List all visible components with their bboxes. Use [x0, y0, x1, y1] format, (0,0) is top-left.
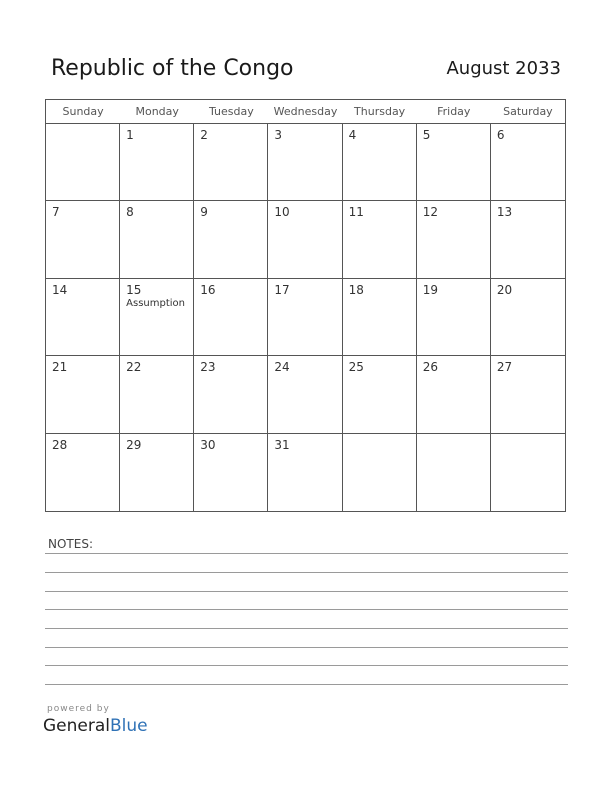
note-line [45, 591, 568, 592]
day-cell [343, 201, 417, 278]
brand-part-blue: Blue [110, 716, 148, 736]
day-cell [194, 356, 268, 433]
brand-part-general: General [43, 716, 110, 736]
day-number: 5 [422, 128, 431, 142]
day-cell [268, 201, 342, 278]
day-number: 31 [274, 437, 290, 452]
day-number: 3 [274, 128, 283, 142]
day-cell [343, 124, 417, 201]
note-line [45, 609, 568, 610]
day-cell [491, 356, 565, 433]
day-cell [343, 356, 417, 433]
day-cell [417, 124, 491, 201]
day-number: 14 [52, 282, 68, 297]
day-number: 22 [126, 360, 142, 375]
day-number: 26 [422, 360, 438, 375]
day-number: 11 [348, 205, 364, 220]
day-cell [417, 434, 491, 511]
day-cell [268, 434, 342, 511]
day-cell [120, 356, 194, 433]
day-number: 19 [422, 282, 438, 297]
day-cell [491, 124, 565, 201]
day-cell [268, 356, 342, 433]
note-line [45, 572, 568, 573]
day-cell [491, 201, 565, 278]
day-cell [417, 279, 491, 356]
day-number: 6 [496, 128, 505, 142]
day-cell [46, 356, 120, 433]
day-number: 30 [200, 437, 216, 452]
day-cell [120, 201, 194, 278]
note-line [45, 553, 568, 554]
note-line [45, 647, 568, 648]
calendar-grid [45, 99, 566, 512]
day-cell [268, 124, 342, 201]
calendar-month-title: August 2033 [446, 58, 561, 79]
day-cell [343, 279, 417, 356]
weekday-header-sunday: Sunday [62, 105, 104, 118]
day-number: 27 [496, 360, 513, 375]
day-number: 17 [274, 282, 290, 297]
day-cell [194, 279, 268, 356]
day-number: 23 [200, 360, 216, 375]
day-number: 8 [126, 205, 134, 220]
day-cell [343, 434, 417, 511]
day-cell [120, 124, 194, 201]
day-number: 18 [348, 282, 364, 297]
note-line [45, 684, 568, 685]
weekday-header-friday: Friday [437, 105, 471, 118]
day-cell [194, 434, 268, 511]
weekday-header-monday: Monday [135, 105, 179, 118]
day-cell [46, 279, 120, 356]
day-number: 21 [52, 360, 68, 375]
day-number: 24 [274, 360, 290, 375]
day-number: 16 [200, 282, 216, 297]
day-number: 15 [126, 282, 142, 297]
holiday-label: Assumption [126, 297, 185, 309]
day-cell [491, 279, 565, 356]
weekday-header-tuesday: Tuesday [208, 105, 254, 118]
weekday-header-thursday: Thursday [354, 105, 406, 118]
day-cell [268, 279, 342, 356]
day-number: 9 [200, 205, 208, 220]
day-cell [194, 201, 268, 278]
weekday-header-wednesday: Wednesday [273, 105, 338, 118]
weekday-header-saturday: Saturday [503, 105, 553, 118]
day-cell [120, 279, 194, 356]
day-number: 10 [274, 205, 290, 220]
day-number: 2 [200, 128, 208, 142]
day-number: 20 [496, 282, 513, 297]
note-line [45, 665, 568, 666]
day-number: 25 [348, 360, 364, 375]
day-number: 4 [348, 128, 357, 142]
day-cell [417, 356, 491, 433]
day-cells [46, 124, 565, 511]
day-number: 29 [126, 437, 142, 452]
day-cell [417, 201, 491, 278]
calendar-country-title: Republic of the Congo [51, 56, 294, 81]
day-number: 1 [126, 128, 134, 142]
day-number: 7 [52, 205, 60, 220]
day-number: 28 [52, 437, 68, 452]
day-cell [120, 434, 194, 511]
day-cell [491, 434, 565, 511]
weekday-header-row [46, 100, 565, 124]
note-line [45, 628, 568, 629]
day-number: 12 [422, 205, 438, 220]
day-cell [194, 124, 268, 201]
day-cell [46, 201, 120, 278]
day-cell [46, 434, 120, 511]
day-number: 13 [496, 205, 513, 220]
powered-by-text: powered by [47, 704, 110, 714]
day-cell [46, 124, 120, 201]
generalblue-logo [43, 716, 148, 736]
notes-label: NOTES: [48, 537, 93, 551]
